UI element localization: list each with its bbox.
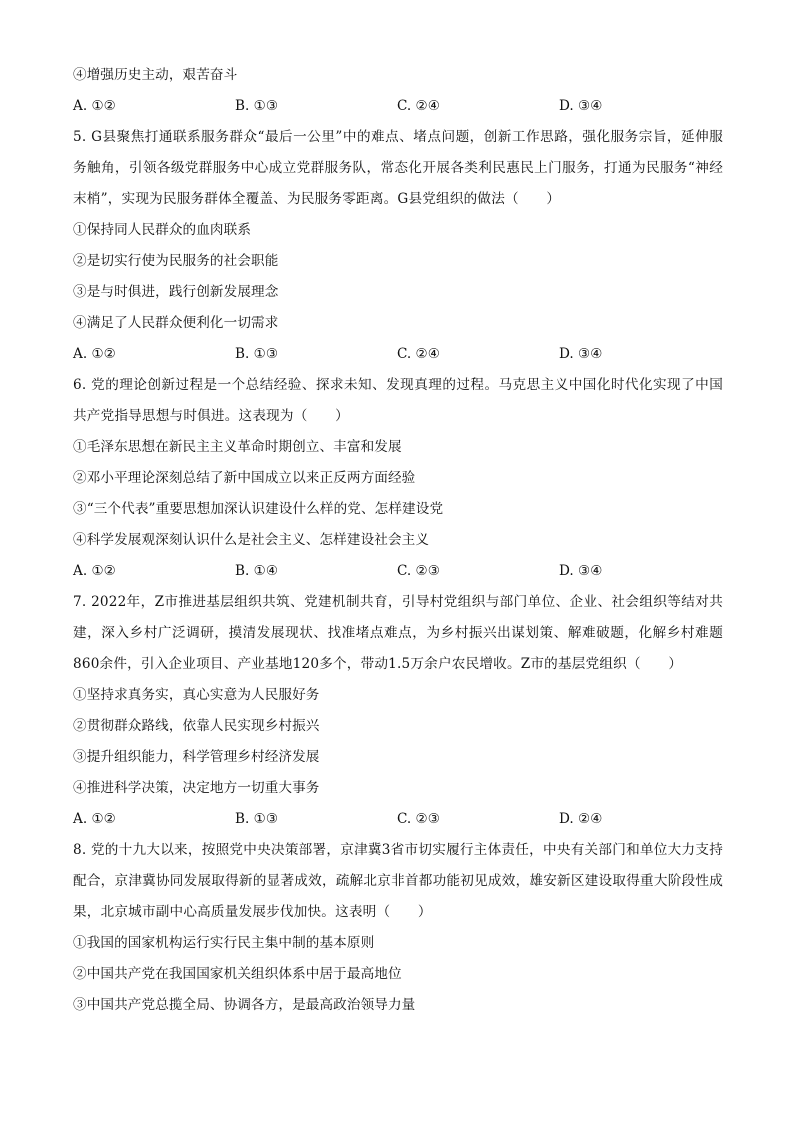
- choice-a: A. ①②: [73, 811, 116, 827]
- choice-c: C. ②③: [397, 563, 440, 579]
- option-line: ①坚持求真务实，真心实意为人民服好务: [73, 687, 320, 703]
- question-stem: 7. 2022年，Z市推进基层组织共筑、党建机制共育，引导村党组织与部门单位、企业、社会组织等结对共建，深入乡村广泛调研，摸清发展现状、找准堵点难点，为乡村振兴出谋划策、解难破题，化解乡村难题860余件，引入企业项目、产业基地120多个，带动1.5万余户农民增收。Z市的基层党组织（ ）: [73, 594, 723, 672]
- answer-choices: [73, 339, 723, 370]
- option-line: ①毛泽东思想在新民主主义革命时期创立、丰富和发展: [73, 439, 402, 455]
- exam-page: [73, 60, 723, 1021]
- question-stem: 6. 党的理论创新过程是一个总结经验、探求未知、发现真理的过程。马克思主义中国化时代化实现了中国共产党指导思想与时俱进。这表现为（ ）: [73, 377, 723, 424]
- question-stem: 8. 党的十九大以来，按照党中央决策部署，京津冀3省市切实履行主体责任，中央有关部门和单位大力支持配合，京津冀协同发展取得新的显著成效，疏解北京非首都功能初见成效，雄安新区建设取得重大阶段性成果，北京城市副中心高质量发展步伐加快。这表明（ ）: [73, 842, 723, 920]
- choice-d: D. ③④: [559, 563, 603, 579]
- question-5: [73, 122, 723, 370]
- question-7: [73, 587, 723, 835]
- choice-d: D. ③④: [559, 98, 603, 114]
- option-line: ②中国共产党在我国国家机关组织体系中居于最高地位: [73, 966, 402, 982]
- option-line: ②是切实行使为民服务的社会职能: [73, 253, 279, 269]
- choice-b: B. ①④: [235, 563, 279, 579]
- choice-d: D. ③④: [559, 346, 603, 362]
- question-stem: 5. G县聚焦打通联系服务群众“最后一公里”中的难点、堵点问题，创新工作思路，强化服务宗旨，延伸服务触角，引领各级党群服务中心成立党群服务队，常态化开展各类利民惠民上门服务，打通为民服务“神经末梢”，实现为民服务群体全覆盖、为民服务零距离。G县党组织的做法（ ）: [73, 129, 723, 207]
- answer-choices: [73, 556, 723, 587]
- option-line: ②邓小平理论深刻总结了新中国成立以来正反两方面经验: [73, 470, 416, 486]
- option-line: ④推进科学决策，决定地方一切重大事务: [73, 780, 320, 796]
- choice-a: A. ①②: [73, 563, 116, 579]
- question-4-tail: [73, 60, 723, 122]
- option-line: ④增强历史主动，艰苦奋斗: [73, 67, 238, 83]
- choice-a: A. ①②: [73, 98, 116, 114]
- option-line: ①我国的国家机构运行实行民主集中制的基本原则: [73, 935, 375, 951]
- choice-a: A. ①②: [73, 346, 116, 362]
- choice-b: B. ①③: [235, 346, 279, 362]
- choice-c: C. ②③: [397, 811, 440, 827]
- option-line: ③提升组织能力，科学管理乡村经济发展: [73, 749, 320, 765]
- option-line: ④满足了人民群众便利化一切需求: [73, 315, 279, 331]
- answer-choices: [73, 91, 723, 122]
- question-8: [73, 835, 723, 1021]
- question-6: [73, 370, 723, 587]
- choice-b: B. ①③: [235, 811, 279, 827]
- choice-c: C. ②④: [397, 98, 440, 114]
- option-line: ①保持同人民群众的血肉联系: [73, 222, 252, 238]
- option-line: ③是与时俱进，践行创新发展理念: [73, 284, 279, 300]
- choice-c: C. ②④: [397, 346, 440, 362]
- option-line: ④科学发展观深刻认识什么是社会主义、怎样建设社会主义: [73, 532, 430, 548]
- option-line: ③“三个代表”重要思想加深认识建设什么样的党、怎样建设党: [73, 501, 444, 517]
- option-line: ②贯彻群众路线，依靠人民实现乡村振兴: [73, 718, 320, 734]
- option-line: ③中国共产党总揽全局、协调各方，是最高政治领导力量: [73, 997, 416, 1013]
- answer-choices: [73, 804, 723, 835]
- choice-d: D. ②④: [559, 811, 603, 827]
- choice-b: B. ①③: [235, 98, 279, 114]
